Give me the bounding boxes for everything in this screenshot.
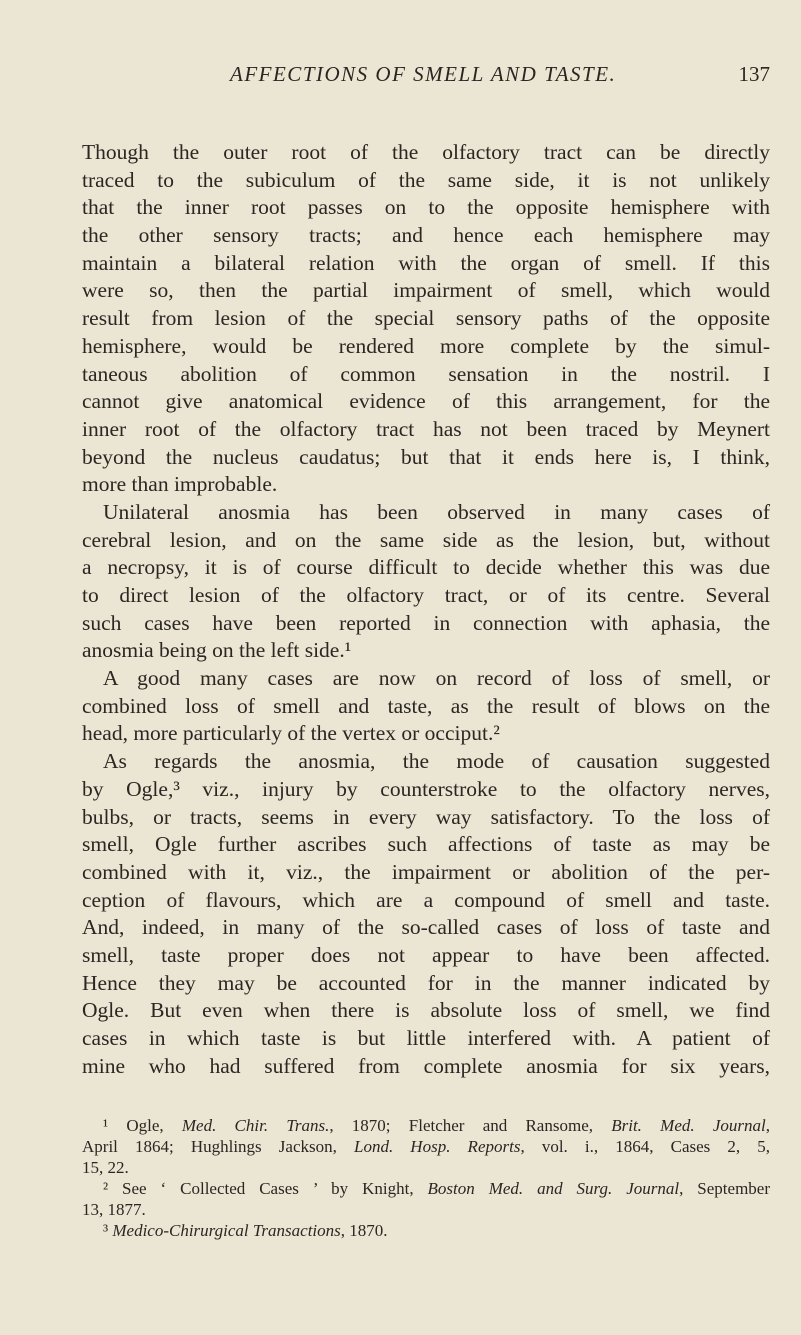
text-line: by Ogle,³ viz., injury by counterstroke to the olfactory nerves, <box>82 776 770 801</box>
footnote-line <box>82 1136 770 1157</box>
text-line: hemisphere, would be rendered more complete by the simul- <box>82 333 770 358</box>
text-line: Unilateral anosmia has been observed in many cases of <box>103 499 770 524</box>
text-line: mine who had suffered from complete anosmia for six years, <box>82 1053 770 1078</box>
footnotes <box>82 1115 770 1241</box>
footnote-text: ¹ Ogle, <box>103 1116 182 1135</box>
text-line: Though the outer root of the olfactory tract can be directly <box>82 140 770 164</box>
text-line: a necropsy, it is of course difficult to decide whether this was due <box>82 555 770 580</box>
citation-title: Brit. Med. Journal <box>611 1116 766 1135</box>
running-title: AFFECTIONS OF SMELL AND TASTE. <box>230 62 617 86</box>
text-line: smell, taste proper does not appear to have been affected. <box>82 942 770 967</box>
footnote-text: 15, 22. <box>82 1158 129 1177</box>
text-line: anosmia being on the left side.¹ <box>82 638 352 663</box>
text-line: bulbs, or tracts, seems in every way satisfactory. To the loss of <box>82 804 770 829</box>
text-line: combined with it, viz., the impairment or abolition of the per- <box>82 859 770 884</box>
running-header <box>82 62 770 90</box>
footnote-line <box>82 1178 770 1199</box>
text-line: inner root of the olfactory tract has not been traced by Meynert <box>82 416 770 441</box>
citation-title: Lond. Hosp. Reports <box>353 1137 521 1156</box>
text-line: result from lesion of the special sensory paths of the opposite <box>82 306 770 331</box>
footnote-text: ² See ‘ Collected Cases ’ by Knight, <box>103 1179 428 1198</box>
footnote-line <box>82 1157 770 1178</box>
citation-title: Med. Chir. Trans. <box>181 1116 330 1135</box>
text-line: beyond the nucleus caudatus; but that it ends here is, I think, <box>82 444 770 469</box>
text-line: ception of flavours, which are a compound of smell and taste. <box>82 887 770 912</box>
text-line: such cases have been reported in connection with aphasia, the <box>82 610 770 635</box>
footnote-text: ³ <box>103 1221 113 1240</box>
text-line: Ogle. But even when there is absolute loss of smell, we find <box>82 998 770 1023</box>
text-line: As regards the anosmia, the mode of causation suggested <box>103 749 770 774</box>
text-line: head, more particularly of the vertex or occiput.² <box>82 721 500 746</box>
citation-title: Medico-Chirurgical Transactions <box>112 1221 341 1240</box>
text-line: more than improbable. <box>82 472 278 497</box>
text-line: to direct lesion of the olfactory tract, or of its centre. Several <box>82 583 770 607</box>
text-line: cerebral lesion, and on the same side as the lesion, but, without <box>82 527 770 552</box>
page-number: 137 <box>738 62 770 86</box>
footnote-text: , September <box>679 1179 770 1198</box>
footnote-text: , 1870. <box>340 1221 388 1240</box>
text-line: And, indeed, in many of the so-called cases of loss of taste and <box>82 915 770 940</box>
body-text <box>82 139 770 1080</box>
footnote-text: , 1870; Fletcher and Ransome, <box>329 1116 612 1135</box>
text-line: Hence they may be accounted for in the manner indicated by <box>82 970 770 995</box>
text-line: traced to the subiculum of the same side, it is not unlikely <box>82 167 770 192</box>
footnote-text: , <box>765 1116 770 1135</box>
text-line: smell, Ogle further ascribes such affections of taste as may be <box>82 832 770 857</box>
text-line: taneous abolition of common sensation in the nostril. I <box>82 361 770 386</box>
footnote-line <box>82 1220 770 1241</box>
footnote-text: April 1864; Hughlings Jackson, <box>82 1137 354 1156</box>
footnote-line <box>82 1199 770 1220</box>
citation-title: Boston Med. and Surg. Journal <box>427 1179 680 1198</box>
text-line: that the inner root passes on to the opposite hemisphere with <box>82 195 770 220</box>
text-line: A good many cases are now on record of loss of smell, or <box>103 666 770 691</box>
text-line: combined loss of smell and taste, as the result of blows on the <box>82 693 770 718</box>
text-line: maintain a bilateral relation with the organ of smell. If this <box>82 250 770 275</box>
text-line: were so, then the partial impairment of smell, which would <box>82 278 770 303</box>
text-line: the other sensory tracts; and hence each hemisphere may <box>82 223 770 248</box>
text-line: cannot give anatomical evidence of this arrangement, for the <box>82 389 770 414</box>
footnote-text: 13, 1877. <box>82 1200 146 1219</box>
text-line: cases in which taste is but little interfered with. A patient of <box>82 1026 770 1050</box>
footnote-line <box>82 1115 770 1136</box>
footnote-text: , vol. i., 1864, Cases 2, 5, <box>520 1137 770 1156</box>
